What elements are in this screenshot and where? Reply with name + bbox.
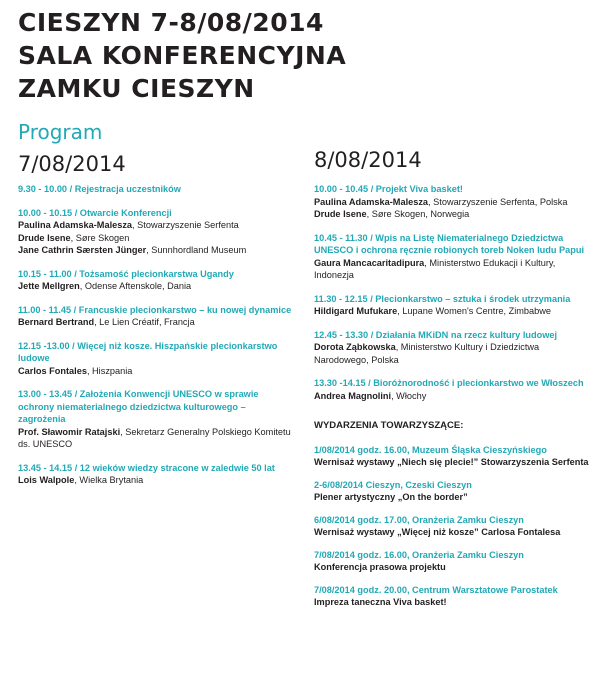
speaker-name: Bernard Bertrand xyxy=(18,317,95,327)
schedule-item xyxy=(314,183,596,221)
day2-schedule xyxy=(314,183,596,619)
speaker-name: Carlos Fontales xyxy=(18,365,87,376)
session-title: 11.30 - 12.15 / Plecionkarstwo – sztuka i środek utrzymania xyxy=(314,293,571,304)
side-event-when: 1/08/2014 godz. 16.00, Muzeum Śląska Cieszyńskiego xyxy=(314,444,547,455)
schedule-item xyxy=(18,462,293,487)
speaker xyxy=(314,208,596,221)
side-event-when: 6/08/2014 godz. 17.00, Oranżeria Zamku Cieszyn xyxy=(314,514,524,525)
side-event-when: 7/08/2014 godz. 16.00, Oranżeria Zamku Cieszyn xyxy=(314,549,524,560)
speaker xyxy=(18,426,293,451)
speaker xyxy=(314,390,596,403)
speaker-name: Paulina Adamska-Malesza xyxy=(18,220,133,230)
side-event-item xyxy=(314,549,596,574)
session-title: 12.45 - 13.30 / Działania MKiDN na rzecz kultury ludowej xyxy=(314,329,558,340)
speaker-name: Jane Cathrin Særsten Jünger xyxy=(18,245,147,255)
day1-schedule xyxy=(18,183,293,498)
schedule-item xyxy=(18,183,293,196)
speaker xyxy=(18,316,293,329)
side-event-what: Plener artystyczny „On the border” xyxy=(314,492,468,502)
side-events-title: WYDARZENIA TOWARZYSZĄCE: xyxy=(314,420,464,431)
session-title: 10.00 - 10.45 / Projekt Viva basket! xyxy=(314,184,463,194)
session-title: 12.15 -13.00 / Więcej niż kosze. Hiszpańskie plecionkarstwo ludowe xyxy=(18,340,278,363)
side-event-when: 2-6/08/2014 Cieszyn, Czeski Cieszyn xyxy=(314,479,472,490)
speaker-affiliation: , Sekretarz Generalny Polskiego Komitetu ds. UNESCO xyxy=(18,426,291,449)
side-event-item xyxy=(314,444,596,469)
speaker-affiliation: , Włochy xyxy=(391,390,427,401)
speaker xyxy=(18,219,293,232)
speaker-name: Andrea Magnolini xyxy=(314,390,392,401)
side-event-item xyxy=(314,514,596,539)
speaker-affiliation: , Søre Skogen xyxy=(70,232,130,243)
speaker-affiliation: , Sunnhordland Museum xyxy=(146,245,247,255)
speaker-name: Prof. Sławomir Ratajski xyxy=(18,426,121,437)
header-line-1: CIESZYN 7-8/08/2014 xyxy=(18,8,324,37)
speaker xyxy=(314,196,596,209)
schedule-item xyxy=(18,207,293,257)
speaker xyxy=(314,257,596,282)
side-event-what: Konferencja prasowa projektu xyxy=(314,562,446,572)
side-events-list xyxy=(314,444,596,609)
speaker xyxy=(314,341,596,366)
session-title: 9.30 - 10.00 / Rejestracja uczestników xyxy=(18,184,181,194)
header-line-2: SALA KONFERENCYJNA xyxy=(18,41,347,70)
session-title: 10.00 - 10.15 / Otwarcie Konferencji xyxy=(18,207,172,218)
schedule-item xyxy=(314,329,596,367)
speaker-affiliation: , Søre Skogen, Norwegia xyxy=(366,209,470,219)
session-title: 11.00 - 11.45 / Francuskie plecionkarstwo – ku nowej dynamice xyxy=(18,304,292,315)
speaker xyxy=(18,232,293,245)
side-event-when: 7/08/2014 godz. 20.00, Centrum Warsztatowe Parostatek xyxy=(314,584,558,595)
speaker-affiliation: , Stowarzyszenie Serfenta, Polska xyxy=(428,196,568,207)
day2-date: 8/08/2014 xyxy=(314,148,422,172)
schedule-item xyxy=(18,268,293,293)
side-event-what: Wernisaż wystawy „Niech się plecie!” Stowarzyszenia Serfenta xyxy=(314,457,589,467)
speaker xyxy=(18,365,293,378)
speaker-name: Drude Isene xyxy=(18,232,71,243)
schedule-item xyxy=(18,340,293,378)
schedule-item xyxy=(18,304,293,329)
schedule-item xyxy=(18,388,293,451)
speaker-affiliation: , Le Lien Créatif, Francja xyxy=(94,317,195,327)
speaker-name: Dorota Ząbkowska xyxy=(314,342,396,352)
speaker-name: Paulina Adamska-Malesza xyxy=(314,196,429,207)
day1-date: 7/08/2014 xyxy=(18,152,126,176)
side-event-item xyxy=(314,584,596,609)
speaker-name: Lois Walpole xyxy=(18,475,75,485)
speaker xyxy=(18,280,293,293)
speaker-affiliation: , Hiszpania xyxy=(86,365,133,376)
session-title: 10.15 - 11.00 / Tożsamość plecionkarstwa Ugandy xyxy=(18,268,234,279)
schedule-item xyxy=(314,377,596,402)
session-title: 13.30 -14.15 / Bioróżnorodność i plecionkarstwo we Włoszech xyxy=(314,378,584,388)
speaker-name: Drude Isene xyxy=(314,209,367,219)
speaker-affiliation: , Ministerstwo Kultury i Dziedzictwa Narodowego, Polska xyxy=(314,342,540,365)
schedule-item xyxy=(314,293,596,318)
speaker-name: Gaura Mancacaritadipura xyxy=(314,257,425,268)
speaker xyxy=(314,305,596,318)
speaker xyxy=(18,244,293,257)
speaker-name: Hildigard Mufukare xyxy=(314,306,398,316)
speaker-affiliation: , Ministerstwo Edukacji i Kultury, Indonezja xyxy=(314,257,556,280)
side-event-what: Wernisaż wystawy „Więcej niż kosze” Carlosa Fontalesa xyxy=(314,527,561,537)
session-title: 13.45 - 14.15 / 12 wieków wiedzy stracone w zaledwie 50 lat xyxy=(18,462,275,473)
speaker-affiliation: , Wielka Brytania xyxy=(74,475,144,485)
speaker xyxy=(18,474,293,487)
schedule-item xyxy=(314,232,596,282)
header-line-3: ZAMKU CIESZYN xyxy=(18,74,255,103)
speaker-affiliation: , Lupane Women's Centre, Zimbabwe xyxy=(397,306,551,316)
program-label: Program xyxy=(18,120,103,144)
session-title: 13.00 - 13.45 / Założenia Konwencji UNESCO w sprawie ochrony niematerialnego dziedzictwa kulturowego – zagrożenia xyxy=(18,389,259,424)
speaker-affiliation: , Odense Aftenskole, Dania xyxy=(79,281,192,291)
speaker-affiliation: , Stowarzyszenie Serfenta xyxy=(132,220,239,230)
side-event-item xyxy=(314,479,596,504)
side-event-what: Impreza taneczna Viva basket! xyxy=(314,597,447,607)
header xyxy=(18,6,346,105)
speaker-name: Jette Mellgren xyxy=(18,281,80,291)
session-title: 10.45 - 11.30 / Wpis na Listę Niematerialnego Dziedzictwa UNESCO i ochrona ręcznie robionych toreb Noken ludu Papui xyxy=(314,232,585,255)
